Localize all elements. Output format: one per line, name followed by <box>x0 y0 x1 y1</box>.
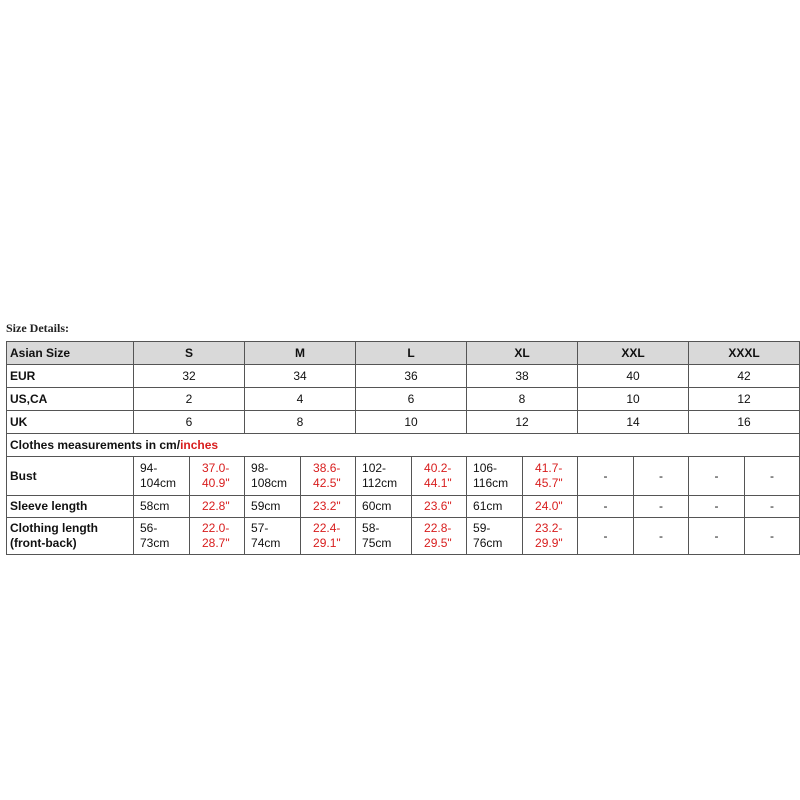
row-label: US,CA <box>7 388 134 411</box>
size-header-xxl: XXL <box>578 342 689 365</box>
table-cell-inches: 38.6-42.5" <box>301 457 356 496</box>
table-cell-inches: 40.2-44.1" <box>412 457 467 496</box>
row-label: UK <box>7 411 134 434</box>
size-header-s: S <box>134 342 245 365</box>
table-cell: 8 <box>245 411 356 434</box>
table-cell-inches: 23.6" <box>412 496 467 518</box>
table-cell: 4 <box>245 388 356 411</box>
table-cell-empty: - <box>578 518 634 555</box>
table-cell: 2 <box>134 388 245 411</box>
row-label: Bust <box>7 457 134 496</box>
table-cell-inches: 22.8" <box>190 496 245 518</box>
asian-size-header: Asian Size <box>7 342 134 365</box>
table-cell-inches: 41.7-45.7" <box>523 457 578 496</box>
size-row-us-ca <box>7 388 800 411</box>
table-cell-empty: - <box>745 457 800 496</box>
section-heading-prefix: Clothes measurements in cm/ <box>10 437 181 452</box>
measurement-row-sleeve-length <box>7 496 800 518</box>
table-cell-empty: - <box>634 496 689 518</box>
table-cell-inches: 22.0-28.7" <box>190 518 245 555</box>
table-cell-inches: 37.0-40.9" <box>190 457 245 496</box>
table-cell-cm: 59cm <box>245 496 301 518</box>
header-row <box>7 342 800 365</box>
table-cell-empty: - <box>745 496 800 518</box>
size-header-xxxl: XXXL <box>689 342 800 365</box>
measurements-section-row <box>7 434 800 457</box>
table-cell-cm: 94-104cm <box>134 457 190 496</box>
table-cell-empty: - <box>578 496 634 518</box>
table-cell-cm: 58-75cm <box>356 518 412 555</box>
table-cell-inches: 22.4-29.1" <box>301 518 356 555</box>
table-cell-cm: 102-112cm <box>356 457 412 496</box>
size-header-l: L <box>356 342 467 365</box>
table-cell-inches: 22.8-29.5" <box>412 518 467 555</box>
table-cell-cm: 98-108cm <box>245 457 301 496</box>
table-cell-empty: - <box>578 457 634 496</box>
measurement-row-clothing-length <box>7 518 800 555</box>
size-details-caption: Size Details: <box>6 321 69 335</box>
size-chart-table <box>6 341 800 555</box>
table-cell-inches: 23.2-29.9" <box>523 518 578 555</box>
table-cell-cm: 61cm <box>467 496 523 518</box>
table-cell: 6 <box>356 388 467 411</box>
row-label: Clothing length (front-back) <box>7 518 134 555</box>
table-cell: 12 <box>467 411 578 434</box>
table-cell-cm: 59-76cm <box>467 518 523 555</box>
table-cell: 42 <box>689 365 800 388</box>
table-cell: 40 <box>578 365 689 388</box>
table-cell-cm: 56-73cm <box>134 518 190 555</box>
measurement-row-bust <box>7 457 800 496</box>
table-cell: 6 <box>134 411 245 434</box>
table-cell: 36 <box>356 365 467 388</box>
table-cell-inches: 24.0" <box>523 496 578 518</box>
table-cell-cm: 58cm <box>134 496 190 518</box>
table-cell-cm: 60cm <box>356 496 412 518</box>
table-cell-empty: - <box>689 457 745 496</box>
table-cell: 8 <box>467 388 578 411</box>
table-cell: 32 <box>134 365 245 388</box>
table-cell-cm: 106-116cm <box>467 457 523 496</box>
size-header-xl: XL <box>467 342 578 365</box>
measurements-section-heading <box>7 434 800 457</box>
table-cell-empty: - <box>634 457 689 496</box>
size-header-m: M <box>245 342 356 365</box>
row-label: EUR <box>7 365 134 388</box>
table-cell-empty: - <box>745 518 800 555</box>
table-cell: 14 <box>578 411 689 434</box>
table-cell-inches: 23.2" <box>301 496 356 518</box>
table-cell: 12 <box>689 388 800 411</box>
table-cell-empty: - <box>689 496 745 518</box>
table-cell-empty: - <box>689 518 745 555</box>
table-cell: 10 <box>578 388 689 411</box>
size-row-uk <box>7 411 800 434</box>
table-cell-cm: 57-74cm <box>245 518 301 555</box>
row-label: Sleeve length <box>7 496 134 518</box>
size-row-eur <box>7 365 800 388</box>
table-cell: 34 <box>245 365 356 388</box>
table-cell: 38 <box>467 365 578 388</box>
table-cell: 16 <box>689 411 800 434</box>
section-heading-inches: inches <box>180 437 219 452</box>
table-cell-empty: - <box>634 518 689 555</box>
table-cell: 10 <box>356 411 467 434</box>
